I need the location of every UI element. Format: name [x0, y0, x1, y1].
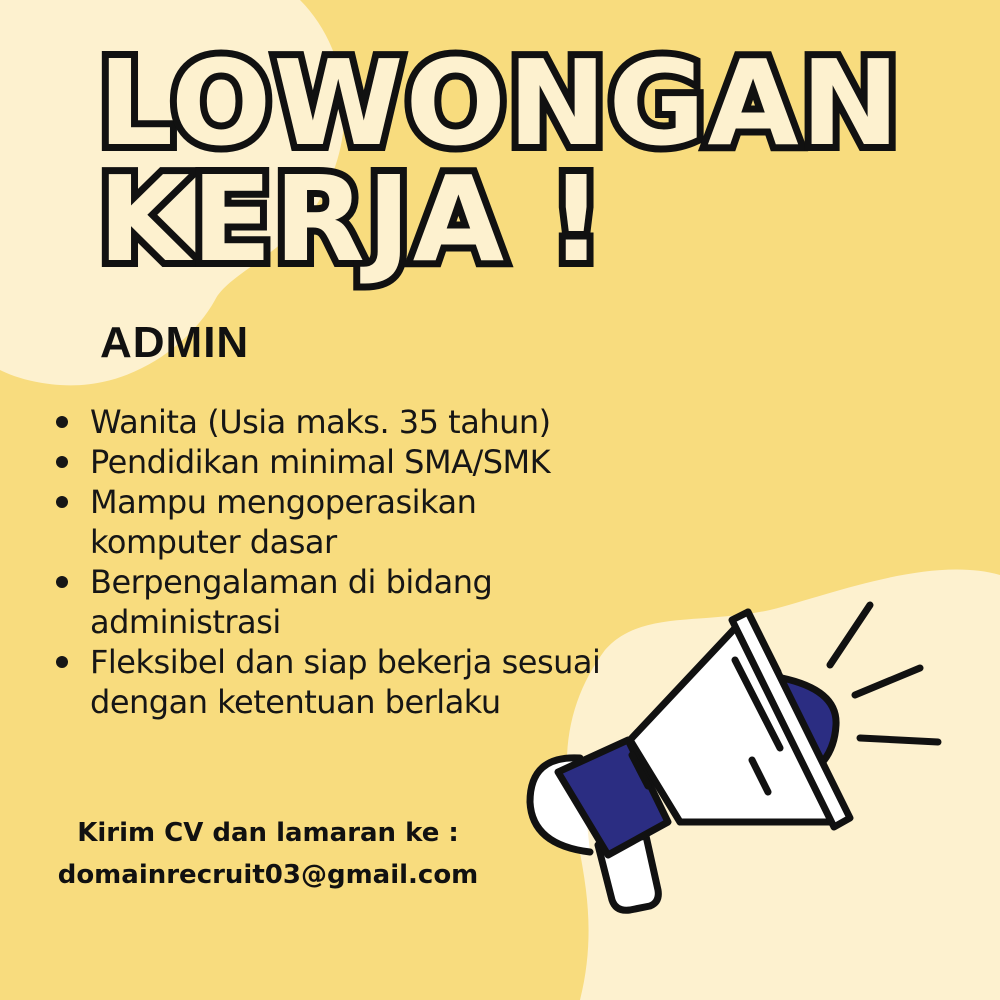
- position-title: ADMIN: [100, 318, 250, 367]
- title-line-2: KERJA !: [98, 150, 606, 288]
- requirement-text: Berpengalaman di bidang administrasi: [90, 563, 493, 641]
- bullet-icon: [56, 496, 68, 508]
- list-item: [52, 402, 632, 442]
- contact-instruction: Kirim CV dan lamaran ke :: [77, 818, 459, 848]
- list-item: [52, 442, 632, 482]
- bullet-icon: [56, 416, 68, 428]
- megaphone-icon: [520, 590, 960, 930]
- requirement-text: Mampu mengoperasikan komputer dasar: [90, 483, 477, 561]
- bullet-icon: [56, 656, 68, 668]
- contact-email: domainrecruit03@gmail.com: [57, 860, 479, 890]
- requirement-text: Fleksibel dan siap bekerja sesuai dengan ketentuan berlaku: [90, 643, 601, 721]
- requirement-text: Pendidikan minimal SMA/SMK: [90, 443, 551, 481]
- requirement-text: Wanita (Usia maks. 35 tahun): [90, 403, 551, 441]
- bullet-icon: [56, 456, 68, 468]
- bullet-icon: [56, 576, 68, 588]
- title-line-1: LOWONGAN: [98, 34, 902, 172]
- list-item: [52, 482, 632, 562]
